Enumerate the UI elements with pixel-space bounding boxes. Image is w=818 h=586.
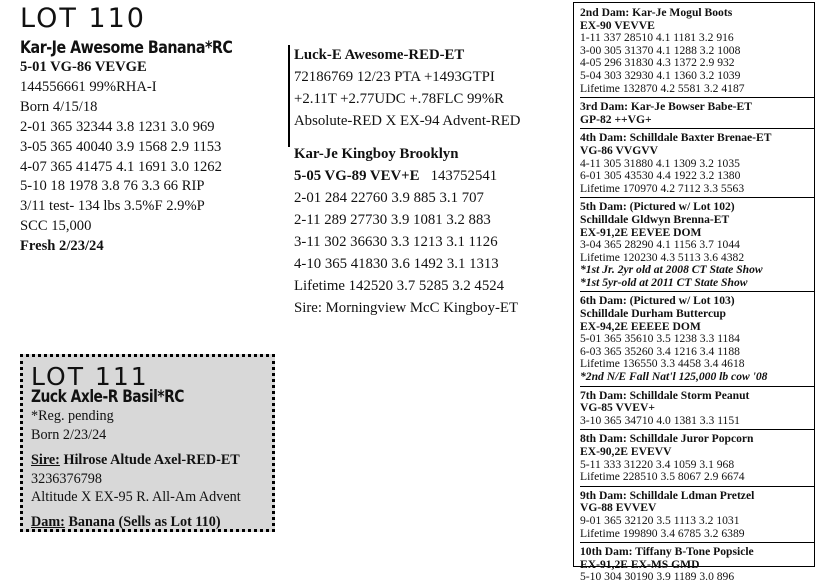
- pedigree-dam-section: [580, 490, 814, 543]
- pedigree-note: *1st Jr. 2yr old at 2008 CT State Show: [580, 263, 763, 277]
- pedigree-dam-classification: VG-85 VVEV+: [580, 401, 655, 415]
- dam-record: 4-10 365 41830 3.6 1492 3.1 1313: [294, 256, 499, 272]
- pedigree-record: 5-10 304 30190 3.9 1189 3.0 896: [580, 570, 735, 584]
- pedigree-dam-classification: Schilldale Durham Buttercup: [580, 307, 727, 321]
- pedigree-dam-section: [580, 433, 814, 486]
- sire-label: Sire:: [31, 452, 60, 468]
- pedigree-dam-classification: EX-91,2E EEVEE DOM: [580, 225, 702, 239]
- lot-110-record: 3-05 365 40040 3.9 1568 2.9 1153: [20, 138, 222, 155]
- pedigree-box: [573, 2, 815, 584]
- lot-111-dam: [31, 513, 241, 532]
- lot-110-record: 2-01 365 32344 3.8 1231 3.0 969: [20, 118, 215, 135]
- pedigree-dam-title: 8th Dam: Schilldale Juror Popcorn: [580, 432, 754, 446]
- pedigree-dam-section: [580, 295, 814, 386]
- lot-110-record: 4-07 365 41475 4.1 1691 3.0 1262: [20, 158, 222, 175]
- pedigree-record: 4-11 305 31880 4.1 1309 3.2 1035: [580, 156, 740, 170]
- pedigree-record: Lifetime 228510 3.5 8067 2.9 6674: [580, 470, 745, 484]
- pedigree-dam-title: 5th Dam: (Pictured w/ Lot 102): [580, 200, 735, 214]
- dam-label: Dam:: [31, 513, 65, 530]
- lot-110-classification: 5-01 VG-86 VEVGE: [20, 59, 147, 75]
- sire-info: [294, 44, 520, 132]
- pedigree-dam-section: [580, 132, 814, 198]
- lot-111-cow-name: Zuck Axle-R Basil*RC: [31, 387, 184, 406]
- lot-110-registration: 144556661 99%RHA-I: [20, 78, 157, 95]
- lot-110-cow-name: Kar-Je Awesome Banana*RC: [20, 38, 233, 58]
- lot-111-reg-note: *Reg. pending: [31, 408, 114, 424]
- pedigree-dam-title: 6th Dam: (Pictured w/ Lot 103): [580, 294, 735, 308]
- sire-line: +2.11T +2.77UDC +.78FLC 99%R: [294, 91, 505, 107]
- pedigree-record: Lifetime 199890 3.4 6785 3.2 6389: [580, 526, 745, 540]
- sire-name: Luck-E Awesome-RED-ET: [294, 47, 465, 63]
- lot-111-title: LOT 111: [31, 362, 149, 391]
- pedigree-dam-classification: GP-82 ++VG+: [580, 112, 652, 126]
- pedigree-dam-section: [580, 101, 814, 129]
- pedigree-record: 1-11 337 28510 4.1 1181 3.2 916: [580, 31, 734, 45]
- lot-111-sire-reg: 3236376798: [31, 470, 102, 487]
- pedigree-record: 5-01 365 35610 3.5 1238 3.3 1184: [580, 332, 740, 346]
- lot-110-details: [20, 58, 222, 257]
- pedigree-dam-classification: EX-90,2E EVEVV: [580, 445, 672, 458]
- lot-110-born: Born 4/15/18: [20, 98, 98, 115]
- pedigree-dam-title: 9th Dam: Schilldale Ldman Pretzel: [580, 488, 755, 502]
- pedigree-dam-title: 7th Dam: Schilldale Storm Peanut: [580, 388, 750, 402]
- pedigree-dam-classification: VG-88 EVVEV: [580, 501, 657, 515]
- pedigree-note: *2nd N/E Fall Nat'l 125,000 lb cow '08: [580, 370, 768, 384]
- pedigree-record: 3-10 365 34710 4.0 1381 3.3 1151: [580, 413, 740, 427]
- pedigree-record: Lifetime 170970 4.2 7112 3.3 5563: [580, 181, 745, 195]
- pedigree-dam-section: [580, 390, 814, 431]
- pedigree-record: 6-01 305 43530 4.4 1922 3.2 1380: [580, 169, 741, 183]
- dam-classification: 5-05 VG-89 VEV+E: [294, 168, 420, 184]
- lot-110-title: LOT 110: [20, 3, 146, 34]
- dam-record: 2-01 284 22760 3.9 885 3.1 707: [294, 190, 484, 206]
- dam-record: Lifetime 142520 3.7 5285 3.2 4524: [294, 278, 505, 294]
- sire-line: Absolute-RED X EX-94 Advent-RED: [294, 113, 521, 129]
- pedigree-record: 5-04 303 32930 4.1 1360 3.2 1039: [580, 68, 741, 82]
- lot-111-sire: [31, 451, 241, 470]
- lot-110-record: 3/11 test- 134 lbs 3.5%F 2.9%P: [20, 198, 205, 215]
- pedigree-dam-title: 3rd Dam: Kar-Je Bowser Babe-ET: [580, 100, 752, 114]
- pedigree-record: 6-03 365 35260 3.4 1216 3.4 1188: [580, 344, 740, 358]
- pedigree-dam-title: 4th Dam: Schilldale Baxter Brenae-ET: [580, 131, 772, 145]
- lot-111-details: [31, 407, 241, 531]
- pedigree-dam-section: [580, 7, 814, 98]
- sire-line: 72186769 12/23 PTA +1493GTPI: [294, 69, 495, 85]
- pedigree-dam-classification: EX-91,2E EX-MS GMD: [580, 557, 700, 571]
- lot-111-born: Born 2/23/24: [31, 426, 107, 443]
- lot-111-sire-pedigree: Altitude X EX-95 R. All-Am Advent: [31, 489, 241, 505]
- pedigree-record: 3-00 305 31370 4.1 1288 3.2 1008: [580, 43, 741, 57]
- dam-name: Kar-Je Kingboy Brooklyn: [294, 146, 459, 162]
- pedigree-record: Lifetime 132870 4.2 5581 3.2 4187: [580, 81, 745, 95]
- pedigree-record: Lifetime 136550 3.3 4458 3.4 4618: [580, 357, 745, 371]
- pedigree-dam-classification: EX-94,2E EEEEE DOM: [580, 319, 701, 333]
- pedigree-record: 5-11 333 31220 3.4 1059 3.1 968: [580, 457, 735, 471]
- lot-111-box: [20, 354, 275, 532]
- lot-111-sire-name: Hilrose Altude Axel-RED-ET: [59, 452, 240, 468]
- pedigree-note: *1st 5yr-old at 2011 CT State Show: [580, 275, 748, 289]
- pedigree-dam-classification: Schilldale Gldwyn Brenna-ET: [580, 212, 730, 226]
- pedigree-record: Lifetime 120230 4.3 5113 3.6 4382: [580, 250, 745, 264]
- lot-111-dam-text: Banana (Sells as Lot 110): [64, 513, 221, 530]
- pedigree-dam-title: 2nd Dam: Kar-Je Mogul Boots: [580, 6, 733, 19]
- pedigree-dam-classification: VG-86 VVGVV: [580, 143, 659, 157]
- dam-sire: Sire: Morningview McC Kingboy-ET: [294, 300, 518, 316]
- pedigree-record: 4-05 296 31830 4.3 1372 2.9 932: [580, 56, 735, 70]
- dam-record: 2-11 289 27730 3.9 1081 3.2 883: [294, 212, 491, 228]
- lot-110-record: SCC 15,000: [20, 218, 92, 235]
- dam-registration: 143752541: [430, 168, 498, 184]
- pedigree-dam-section: [580, 546, 814, 586]
- pedigree-dam-section: [580, 201, 814, 292]
- pedigree-record: 3-04 365 28290 4.1 1156 3.7 1044: [580, 238, 740, 252]
- lot-110-fresh: Fresh 2/23/24: [20, 238, 104, 255]
- pedigree-record: 9-01 365 32120 3.5 1113 3.2 1031: [580, 513, 740, 527]
- dam-info: [294, 143, 518, 319]
- section-divider: [288, 45, 290, 147]
- dam-class-line: [294, 165, 518, 187]
- pedigree-dam-classification: EX-90 VEVVE: [580, 18, 655, 32]
- pedigree-dam-title: 10th Dam: Tiffany B-Tone Popsicle: [580, 545, 754, 559]
- lot-110-record: 5-10 18 1978 3.8 76 3.3 66 RIP: [20, 178, 205, 195]
- dam-record: 3-11 302 36630 3.3 1213 3.1 1126: [294, 234, 498, 250]
